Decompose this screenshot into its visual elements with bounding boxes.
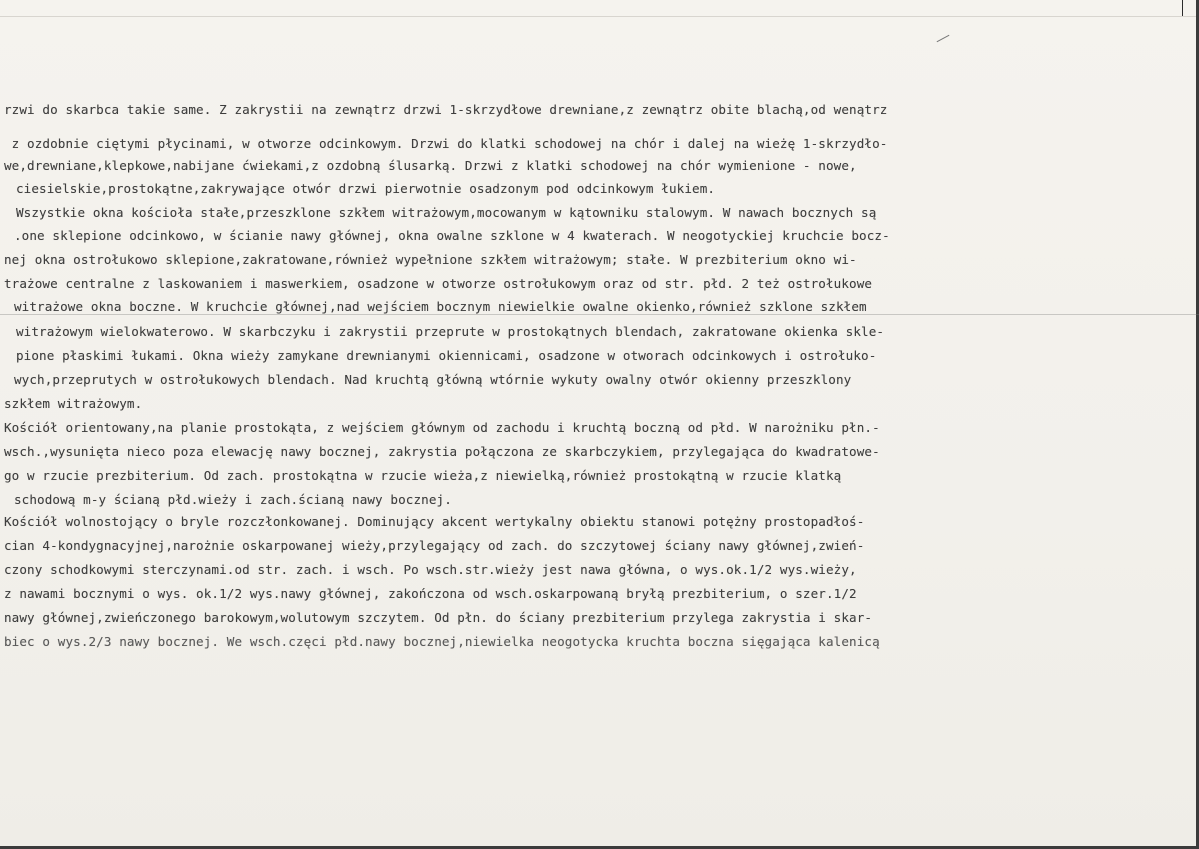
- top-frame-tick: [1182, 0, 1183, 16]
- typed-line-4: ciesielskie,prostokątne,zakrywające otwór drzwi pierwotnie osadzonym pod odcinkowym łukiem.: [16, 181, 716, 196]
- typed-line-6: .one sklepione odcinkowo, w ścianie nawy głównej, okna owalne szklone w 4 kwaterach. W neogotyckiej kruchcie bocz-: [14, 228, 890, 243]
- typed-line-7: nej okna ostrołukowo sklepione,zakratowane,również wypełnione szkłem witrażowym; stałe. W prezbiterium okno wi-: [4, 252, 857, 267]
- typed-line-8: trażowe centralne z laskowaniem i maswerkiem, osadzone w otworze ostrołukowym oraz od str. płd. 2 też ostrołukowe: [4, 276, 873, 291]
- typed-line-12: wych,przeprutych w ostrołukowych blendach. Nad kruchtą główną wtórnie wykuty owalny otwór okienny przeszklony: [14, 372, 852, 387]
- top-frame-border: [0, 0, 1199, 17]
- typed-line-22: nawy głównej,zwieńczonego barokowym,wolutowym szczytem. Od płn. do ściany prezbiterium przylega zakrystia i skar-: [4, 610, 873, 625]
- typed-line-15: wsch.,wysunięta nieco poza elewację nawy bocznej, zakrystia połączona ze skarbczykiem, przylegająca do kwadratowe-: [4, 444, 880, 459]
- typed-line-23: biec o wys.2/3 nawy bocznej. We wsch.częci płd.nawy bocznej,niewielka neogotycka kruchta boczna sięgająca kalenicą: [4, 634, 880, 649]
- typed-line-11: pione płaskimi łukami. Okna wieży zamykane drewnianymi okiennicami, osadzone w otworach odcinkowych i ostrołuko-: [16, 348, 877, 363]
- pen-stroke-mark: [937, 35, 950, 42]
- typed-line-18: Kościół wolnostojący o bryle rozczłonkowanej. Dominujący akcent wertykalny obiektu stanowi potężny prostopadłoś-: [4, 514, 865, 529]
- typed-line-19: cian 4-kondygnacyjnej,narożnie oskarpowanej wieży,przylegający od zach. do szczytowej ściany nawy głównej,zwień-: [4, 538, 865, 553]
- typed-line-14: Kościół orientowany,na planie prostokąta, z wejściem głównym od zachodu i kruchtą boczną od płd. W narożniku płn.-: [4, 420, 880, 435]
- typed-line-16: go w rzucie prezbiterium. Od zach. prostokątna w rzucie wieża,z niewielką,również prostokątną w rzucie klatką: [4, 468, 842, 483]
- typed-line-9: witrażowe okna boczne. W kruchcie głównej,nad wejściem bocznym niewielkie owalne okienko,również szklone szkłem: [14, 299, 867, 314]
- typed-line-21: z nawami bocznymi o wys. ok.1/2 wys.nawy głównej, zakończona od wsch.oskarpowaną bryłą prezbiterium, o szer.1/2: [4, 586, 857, 601]
- typed-line-5: Wszystkie okna kościoła stałe,przeszklone szkłem witrażowym,mocowanym w kątowniku stalowym. W nawach bocznych są: [16, 205, 877, 220]
- typed-line-10: witrażowym wielokwaterowo. W skarbczyku i zakrystii przeprute w prostokątnych blendach, zakratowane okienka skle-: [16, 324, 885, 339]
- typed-line-13: szkłem witrażowym.: [4, 396, 143, 411]
- typed-line-2: z ozdobnie ciętymi płycinami, w otworze odcinkowym. Drzwi do klatki schodowej na chór i dalej na wieżę 1-skrzydło-: [4, 136, 888, 151]
- typed-line-1: rzwi do skarbca takie same. Z zakrystii na zewnątrz drzwi 1-skrzydłowe drewniane,z zewnątrz obite blachą,od wenątrz: [4, 102, 888, 117]
- typed-line-20: czony schodkowymi sterczynami.od str. zach. i wsch. Po wsch.str.wieży jest nawa główna, o wys.ok.1/2 wys.wieży,: [4, 562, 857, 577]
- typed-line-3: we,drewniane,klepkowe,nabijane ćwiekami,z ozdobną ślusarką. Drzwi z klatki schodowej na chór wymienione - nowe,: [4, 158, 857, 173]
- typed-line-17: schodową m-y ścianą płd.wieży i zach.ścianą nawy bocznej.: [14, 492, 452, 507]
